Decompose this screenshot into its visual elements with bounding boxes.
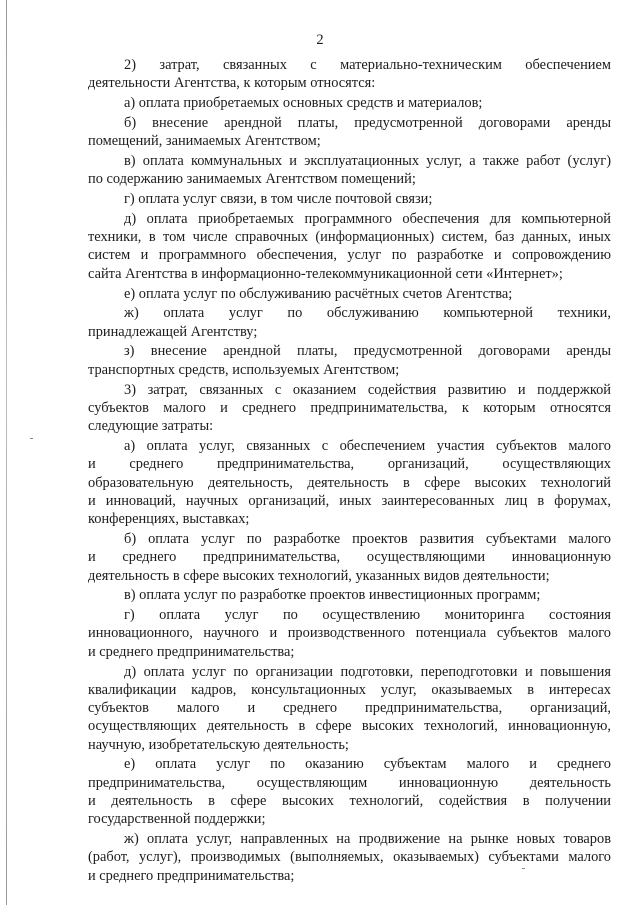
- text-line: принадлежащей Агентству;: [88, 323, 258, 340]
- text-line: е) оплата услуг по оказанию субъектам малого и среднего: [124, 756, 611, 773]
- text-line: г) оплата услуг связи, в том числе почтовой связи;: [124, 191, 433, 208]
- text-line: 3) затрат, связанных с оказанием содействия развитию и поддержкой: [124, 381, 611, 398]
- text-line: б) внесение арендной платы, предусмотренной договорами аренды: [124, 114, 611, 131]
- text-line: и инноваций, научных организаций, иных заинтересованных лиц в форумах,: [88, 492, 611, 509]
- text-line: субъектов малого и среднего предпринимательства, к которым относятся: [88, 399, 611, 416]
- text-line: помещений, занимаемых Агентством;: [88, 133, 321, 150]
- text-line: и среднего предпринимательства;: [88, 643, 295, 660]
- text-line: з) внесение арендной платы, предусмотренной договорами аренды: [124, 343, 611, 360]
- text-line: д) оплата услуг по организации подготовки, переподготовки и повышения: [124, 663, 611, 680]
- text-line: б) оплата услуг по разработке проектов развития субъектами малого: [124, 530, 611, 547]
- text-line: деятельность в сфере высоких технологий, указанных видов деятельности;: [88, 567, 550, 584]
- text-line: и деятельность в сфере высоких технологий, содействия в получении: [88, 793, 611, 810]
- text-line: сайта Агентства в информационно-телекоммуникационной сети «Интернет»;: [88, 265, 563, 282]
- text-line: д) оплата приобретаемых программного обеспечения для компьютерной: [124, 210, 611, 227]
- text-line: в) оплата услуг по разработке проектов инвестиционных программ;: [124, 587, 541, 604]
- text-line: (работ, услуг), производимых (выполняемых, оказываемых) субъектами малого: [88, 849, 611, 866]
- text-line: а) оплата приобретаемых основных средств и материалов;: [124, 95, 483, 112]
- text-line: е) оплата услуг по обслуживанию расчётных счетов Агентства;: [124, 285, 513, 302]
- text-line: субъектов малого и среднего предпринимательства, организаций,: [88, 700, 611, 717]
- text-line: 2) затрат, связанных с материально-техническим обеспечением: [124, 57, 611, 73]
- text-line: техники, в том числе справочных (информационных) систем, баз данных, иных: [88, 229, 611, 246]
- text-line: и среднего предпринимательства, организаций, осуществляющих: [88, 456, 611, 473]
- text-line: г) оплата услуг по осуществлению мониторинга состояния: [124, 607, 611, 624]
- text-line: квалификации кадров, консультационных услуг, оказываемых в интересах: [88, 681, 611, 698]
- text-line: систем и программного обеспечения, услуг по разработке и сопровождению: [88, 247, 611, 264]
- text-line: следующие затраты:: [88, 418, 214, 435]
- document-body: [88, 56, 611, 885]
- page-number: 2: [316, 32, 324, 48]
- text-line: транспортных средств, используемых Агентством;: [88, 361, 400, 378]
- text-line: научную, изобретательскую деятельность;: [88, 736, 349, 753]
- text-line: и среднего предпринимательства;: [88, 867, 295, 884]
- scan-speck: [30, 438, 33, 439]
- text-line: ж) оплата услуг, направленных на продвижение на рынке новых товаров: [124, 831, 611, 848]
- text-line: по содержанию занимаемых Агентством помещений;: [88, 171, 416, 188]
- text-line: государственной поддержки;: [88, 811, 266, 828]
- text-line: в) оплата коммунальных и эксплуатационных услуг, а также работ (услуг): [124, 152, 611, 169]
- text-line: осуществляющих деятельность в сфере высоких технологий, инновационную,: [88, 718, 611, 735]
- text-line: конференциях, выставках;: [88, 511, 250, 528]
- text-line: деятельности Агентства, к которым относятся:: [88, 75, 376, 92]
- text-line: предпринимательства, осуществляющим инновационную деятельность: [88, 774, 611, 791]
- scan-left-edge: [6, 0, 7, 905]
- text-line: инновационного, научного и производственного потенциала субъектов малого: [88, 625, 611, 642]
- text-line: образовательную деятельность, деятельность в сфере высоких технологий: [88, 474, 611, 491]
- text-line: ж) оплата услуг по обслуживанию компьютерной техники,: [124, 305, 611, 322]
- text-line: а) оплата услуг, связанных с обеспечением участия субъектов малого: [124, 437, 611, 454]
- text-line: и среднего предпринимательства, осуществляющими инновационную: [88, 549, 611, 566]
